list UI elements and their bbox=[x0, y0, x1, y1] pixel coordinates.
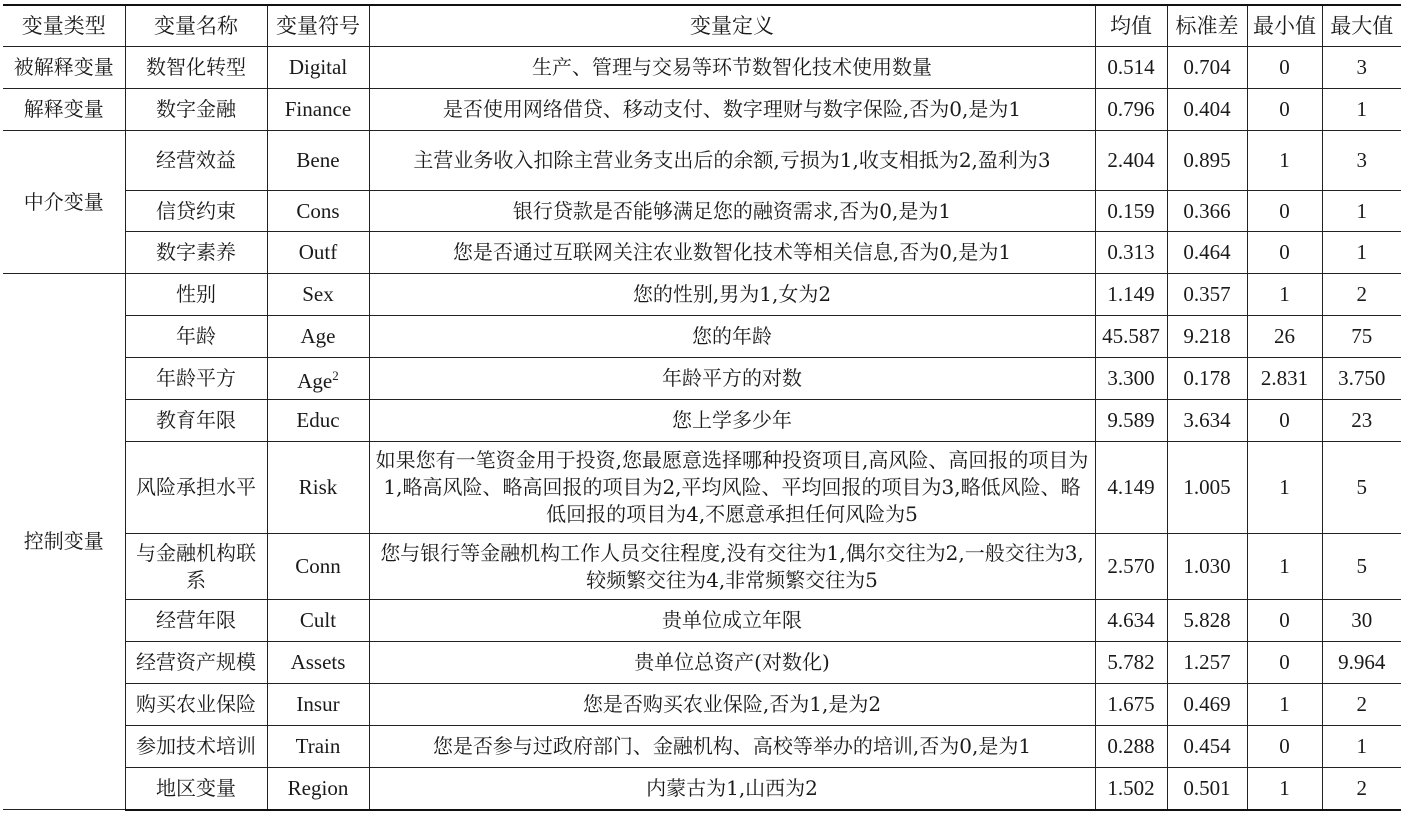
var-symbol: Outf bbox=[267, 232, 369, 274]
table-row bbox=[3, 768, 1401, 810]
var-max: 2 bbox=[1322, 274, 1401, 316]
var-name: 风险承担水平 bbox=[125, 442, 267, 534]
var-name: 性别 bbox=[125, 274, 267, 316]
var-definition: 您上学多少年 bbox=[369, 400, 1095, 442]
col-header-symbol: 变量符号 bbox=[267, 5, 369, 47]
var-definition: 贵单位成立年限 bbox=[369, 600, 1095, 642]
var-sd: 0.357 bbox=[1167, 274, 1247, 316]
var-name: 参加技术培训 bbox=[125, 726, 267, 768]
var-symbol: Region bbox=[267, 768, 369, 810]
category-cell: 解释变量 bbox=[3, 89, 125, 131]
table-row bbox=[3, 642, 1401, 684]
var-definition: 您是否购买农业保险,否为1,是为2 bbox=[369, 684, 1095, 726]
table-row bbox=[3, 684, 1401, 726]
var-name: 与金融机构联系 bbox=[125, 534, 267, 600]
col-header-sd: 标准差 bbox=[1167, 5, 1247, 47]
var-name: 购买农业保险 bbox=[125, 684, 267, 726]
var-name: 经营效益 bbox=[125, 131, 267, 191]
table-row bbox=[3, 131, 1401, 191]
var-definition: 您的年龄 bbox=[369, 316, 1095, 358]
table-row bbox=[3, 358, 1401, 400]
var-max: 23 bbox=[1322, 400, 1401, 442]
var-symbol: Cult bbox=[267, 600, 369, 642]
var-max: 1 bbox=[1322, 89, 1401, 131]
var-definition: 您的性别,男为1,女为2 bbox=[369, 274, 1095, 316]
var-symbol: Conn bbox=[267, 534, 369, 600]
category-cell: 控制变量 bbox=[3, 274, 125, 810]
var-max: 3.750 bbox=[1322, 358, 1401, 400]
var-symbol: Educ bbox=[267, 400, 369, 442]
var-max: 1 bbox=[1322, 726, 1401, 768]
var-symbol bbox=[267, 358, 369, 400]
var-min: 0 bbox=[1247, 726, 1322, 768]
table-row bbox=[3, 89, 1401, 131]
var-min: 0 bbox=[1247, 47, 1322, 89]
var-mean: 0.796 bbox=[1095, 89, 1167, 131]
var-symbol: Cons bbox=[267, 191, 369, 232]
var-mean: 45.587 bbox=[1095, 316, 1167, 358]
var-max: 9.964 bbox=[1322, 642, 1401, 684]
var-definition: 您与银行等金融机构工作人员交往程度,没有交往为1,偶尔交往为2,一般交往为3,较频繁交往为4,非常频繁交往为5 bbox=[369, 534, 1095, 600]
var-max: 2 bbox=[1322, 768, 1401, 810]
var-mean: 0.514 bbox=[1095, 47, 1167, 89]
var-definition: 您是否参与过政府部门、金融机构、高校等举办的培训,否为0,是为1 bbox=[369, 726, 1095, 768]
var-definition: 银行贷款是否能够满足您的融资需求,否为0,是为1 bbox=[369, 191, 1095, 232]
var-mean: 9.589 bbox=[1095, 400, 1167, 442]
var-symbol: Assets bbox=[267, 642, 369, 684]
var-sd: 0.366 bbox=[1167, 191, 1247, 232]
category-cell: 中介变量 bbox=[3, 131, 125, 274]
var-sd: 0.454 bbox=[1167, 726, 1247, 768]
var-sd: 1.030 bbox=[1167, 534, 1247, 600]
col-header-definition: 变量定义 bbox=[369, 5, 1095, 47]
var-mean: 4.634 bbox=[1095, 600, 1167, 642]
col-header-min: 最小值 bbox=[1247, 5, 1322, 47]
var-sd: 3.634 bbox=[1167, 400, 1247, 442]
var-name: 数字素养 bbox=[125, 232, 267, 274]
var-symbol: Insur bbox=[267, 684, 369, 726]
var-definition: 生产、管理与交易等环节数智化技术使用数量 bbox=[369, 47, 1095, 89]
var-min: 1 bbox=[1247, 534, 1322, 600]
var-symbol: Sex bbox=[267, 274, 369, 316]
var-mean: 0.159 bbox=[1095, 191, 1167, 232]
var-sd: 1.005 bbox=[1167, 442, 1247, 534]
var-sd: 1.257 bbox=[1167, 642, 1247, 684]
var-name: 年龄 bbox=[125, 316, 267, 358]
col-header-name: 变量名称 bbox=[125, 5, 267, 47]
var-sd: 0.501 bbox=[1167, 768, 1247, 810]
var-max: 2 bbox=[1322, 684, 1401, 726]
var-sd: 5.828 bbox=[1167, 600, 1247, 642]
table-row bbox=[3, 191, 1401, 232]
var-symbol: Age bbox=[267, 316, 369, 358]
var-symbol: Risk bbox=[267, 442, 369, 534]
var-max: 5 bbox=[1322, 534, 1401, 600]
var-symbol: Train bbox=[267, 726, 369, 768]
var-mean: 1.502 bbox=[1095, 768, 1167, 810]
var-min: 1 bbox=[1247, 274, 1322, 316]
table-row bbox=[3, 600, 1401, 642]
var-name: 年龄平方 bbox=[125, 358, 267, 400]
var-definition: 如果您有一笔资金用于投资,您最愿意选择哪种投资项目,高风险、高回报的项目为1,略高风险、略高回报的项目为2,平均风险、平均回报的项目为3,略低风险、略低回报的项目为4,不愿意承担任何风险为5 bbox=[369, 442, 1095, 534]
var-min: 0 bbox=[1247, 191, 1322, 232]
var-name: 地区变量 bbox=[125, 768, 267, 810]
col-header-mean: 均值 bbox=[1095, 5, 1167, 47]
var-mean: 2.570 bbox=[1095, 534, 1167, 600]
var-sd: 0.404 bbox=[1167, 89, 1247, 131]
var-max: 1 bbox=[1322, 232, 1401, 274]
table-row bbox=[3, 316, 1401, 358]
col-header-type: 变量类型 bbox=[3, 5, 125, 47]
var-definition: 您是否通过互联网关注农业数智化技术等相关信息,否为0,是为1 bbox=[369, 232, 1095, 274]
var-min: 0 bbox=[1247, 600, 1322, 642]
var-max: 75 bbox=[1322, 316, 1401, 358]
var-sd: 0.895 bbox=[1167, 131, 1247, 191]
var-symbol: Digital bbox=[267, 47, 369, 89]
var-min: 0 bbox=[1247, 89, 1322, 131]
var-max: 1 bbox=[1322, 191, 1401, 232]
var-min: 2.831 bbox=[1247, 358, 1322, 400]
var-mean: 3.300 bbox=[1095, 358, 1167, 400]
var-min: 26 bbox=[1247, 316, 1322, 358]
table-row bbox=[3, 726, 1401, 768]
var-min: 1 bbox=[1247, 131, 1322, 191]
var-name: 教育年限 bbox=[125, 400, 267, 442]
var-max: 30 bbox=[1322, 600, 1401, 642]
header-row bbox=[3, 5, 1401, 47]
var-definition: 内蒙古为1,山西为2 bbox=[369, 768, 1095, 810]
var-min: 1 bbox=[1247, 442, 1322, 534]
table-row bbox=[3, 274, 1401, 316]
table-row bbox=[3, 47, 1401, 89]
var-definition: 是否使用网络借贷、移动支付、数字理财与数字保险,否为0,是为1 bbox=[369, 89, 1095, 131]
var-mean: 1.675 bbox=[1095, 684, 1167, 726]
var-max: 5 bbox=[1322, 442, 1401, 534]
variable-table bbox=[3, 4, 1401, 811]
var-name: 信贷约束 bbox=[125, 191, 267, 232]
table-row bbox=[3, 400, 1401, 442]
var-symbol: Finance bbox=[267, 89, 369, 131]
var-min: 0 bbox=[1247, 232, 1322, 274]
var-min: 1 bbox=[1247, 684, 1322, 726]
table-row bbox=[3, 232, 1401, 274]
var-min: 0 bbox=[1247, 642, 1322, 684]
var-symbol: Bene bbox=[267, 131, 369, 191]
var-name: 数智化转型 bbox=[125, 47, 267, 89]
var-mean: 4.149 bbox=[1095, 442, 1167, 534]
var-name: 经营资产规模 bbox=[125, 642, 267, 684]
col-header-max: 最大值 bbox=[1322, 5, 1401, 47]
table-row bbox=[3, 534, 1401, 600]
category-cell: 被解释变量 bbox=[3, 47, 125, 89]
var-sd: 0.178 bbox=[1167, 358, 1247, 400]
symbol-superscript: 2 bbox=[332, 368, 339, 383]
var-sd: 0.469 bbox=[1167, 684, 1247, 726]
var-mean: 0.288 bbox=[1095, 726, 1167, 768]
var-definition: 贵单位总资产(对数化) bbox=[369, 642, 1095, 684]
var-max: 3 bbox=[1322, 47, 1401, 89]
var-sd: 9.218 bbox=[1167, 316, 1247, 358]
var-name: 经营年限 bbox=[125, 600, 267, 642]
var-max: 3 bbox=[1322, 131, 1401, 191]
var-definition: 年龄平方的对数 bbox=[369, 358, 1095, 400]
var-name: 数字金融 bbox=[125, 89, 267, 131]
var-sd: 0.464 bbox=[1167, 232, 1247, 274]
symbol-base: Age bbox=[297, 369, 333, 393]
table-row bbox=[3, 442, 1401, 534]
var-mean: 5.782 bbox=[1095, 642, 1167, 684]
var-min: 0 bbox=[1247, 400, 1322, 442]
var-mean: 1.149 bbox=[1095, 274, 1167, 316]
var-definition: 主营业务收入扣除主营业务支出后的余额,亏损为1,收支相抵为2,盈利为3 bbox=[369, 131, 1095, 191]
var-mean: 2.404 bbox=[1095, 131, 1167, 191]
var-min: 1 bbox=[1247, 768, 1322, 810]
var-sd: 0.704 bbox=[1167, 47, 1247, 89]
var-mean: 0.313 bbox=[1095, 232, 1167, 274]
